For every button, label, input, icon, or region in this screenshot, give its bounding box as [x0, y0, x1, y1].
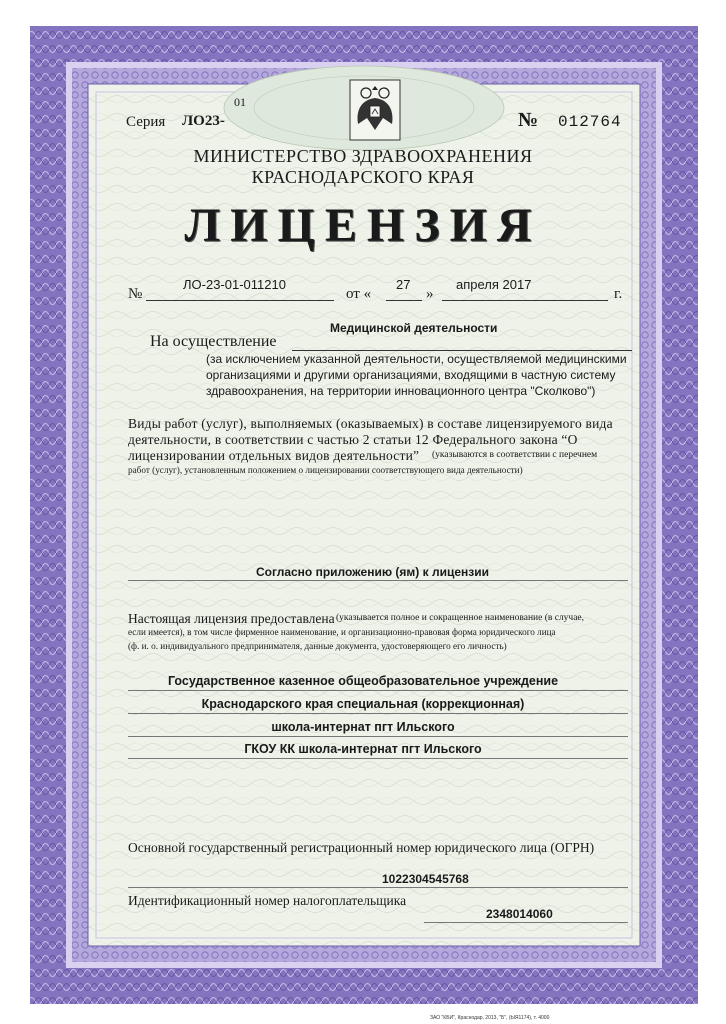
license-month-year: апреля 2017: [456, 277, 532, 292]
organization-short-name: ГКОУ КК школа-интернат пгт Ильского: [244, 742, 482, 756]
works-note-line3: (указываются в соответствии с перечнем: [432, 450, 598, 460]
document-title: ЛИЦЕНЗИЯ: [184, 199, 542, 252]
ogrn-label: Основной государственный регистрационный номер юридического лица (ОГРН): [128, 840, 595, 855]
activity-note-line1: (за исключением указанной деятельности, осуществляемой медицинскими: [206, 352, 627, 366]
license-from: от «: [346, 286, 372, 302]
series-label: Серия: [126, 114, 166, 130]
inn-value: 2348014060: [486, 907, 553, 921]
works-text-line3: лицензировании отдельных видов деятельности”: [128, 448, 420, 463]
granted-note-line3: (ф. и. о. индивидуального предпринимателя, данные документа, удостоверяющего его личность): [128, 641, 507, 651]
series-suffix: 01: [234, 95, 246, 109]
activity-label: На осуществление: [150, 333, 277, 350]
activity-note-line3: здравоохранения, на территории инновационного центра "Сколково"): [206, 384, 596, 398]
inn-label: Идентификационный номер налогоплательщика: [128, 893, 407, 908]
works-value: Согласно приложению (ям) к лицензии: [256, 565, 489, 579]
granted-text-line1: Настоящая лицензия предоставлена: [128, 611, 335, 626]
printer-imprint: ЗАО "КБИ", Краснодар, 2013, "Б", (ЫЯ1174), т. 4000: [430, 1015, 550, 1021]
ministry-name-line2: КРАСНОДАРСКОГО КРАЯ: [251, 167, 475, 187]
number-sign: №: [518, 109, 539, 131]
ogrn-value: 1022304545768: [382, 872, 469, 886]
works-text-line1: Виды работ (услуг), выполняемых (оказываемых) в составе лицензируемого вида: [128, 416, 613, 431]
license-year-suffix: г.: [614, 286, 623, 302]
license-close-quote: »: [426, 286, 434, 302]
activity-note-line2: организациями и другими организациями, входящими в частную систему: [206, 368, 616, 382]
granted-note-line2: если имеется), в том числе фирменное наименование, и организационно-правовая форма юридического лица: [128, 627, 556, 637]
works-text-line2: деятельности, в соответствии с частью 2 статьи 12 Федерального закона “О: [128, 432, 578, 447]
license-day: 27: [396, 277, 411, 292]
blank-number: 012764: [558, 113, 622, 131]
license-number: ЛО-23-01-011210: [183, 277, 286, 292]
license-number-sign: №: [128, 286, 143, 302]
organization-name-line3: школа-интернат пгт Ильского: [271, 720, 455, 734]
organization-name-line2: Краснодарского края специальная (коррекционная): [201, 697, 525, 711]
series-code: ЛО23-: [182, 113, 225, 129]
organization-name-line1: Государственное казенное общеобразовательное учреждение: [167, 674, 559, 688]
works-note-line4: работ (услуг), установленным положением о лицензировании соответствующего вида деятельности): [128, 465, 523, 475]
granted-note-line1: (указывается полное и сокращенное наименование (в случае,: [336, 613, 585, 623]
ministry-name-line1: МИНИСТЕРСТВО ЗДРАВООХРАНЕНИЯ: [193, 146, 533, 166]
activity-value: Медицинской деятельности: [330, 321, 498, 335]
russian-coat-of-arms-icon: [350, 80, 400, 140]
